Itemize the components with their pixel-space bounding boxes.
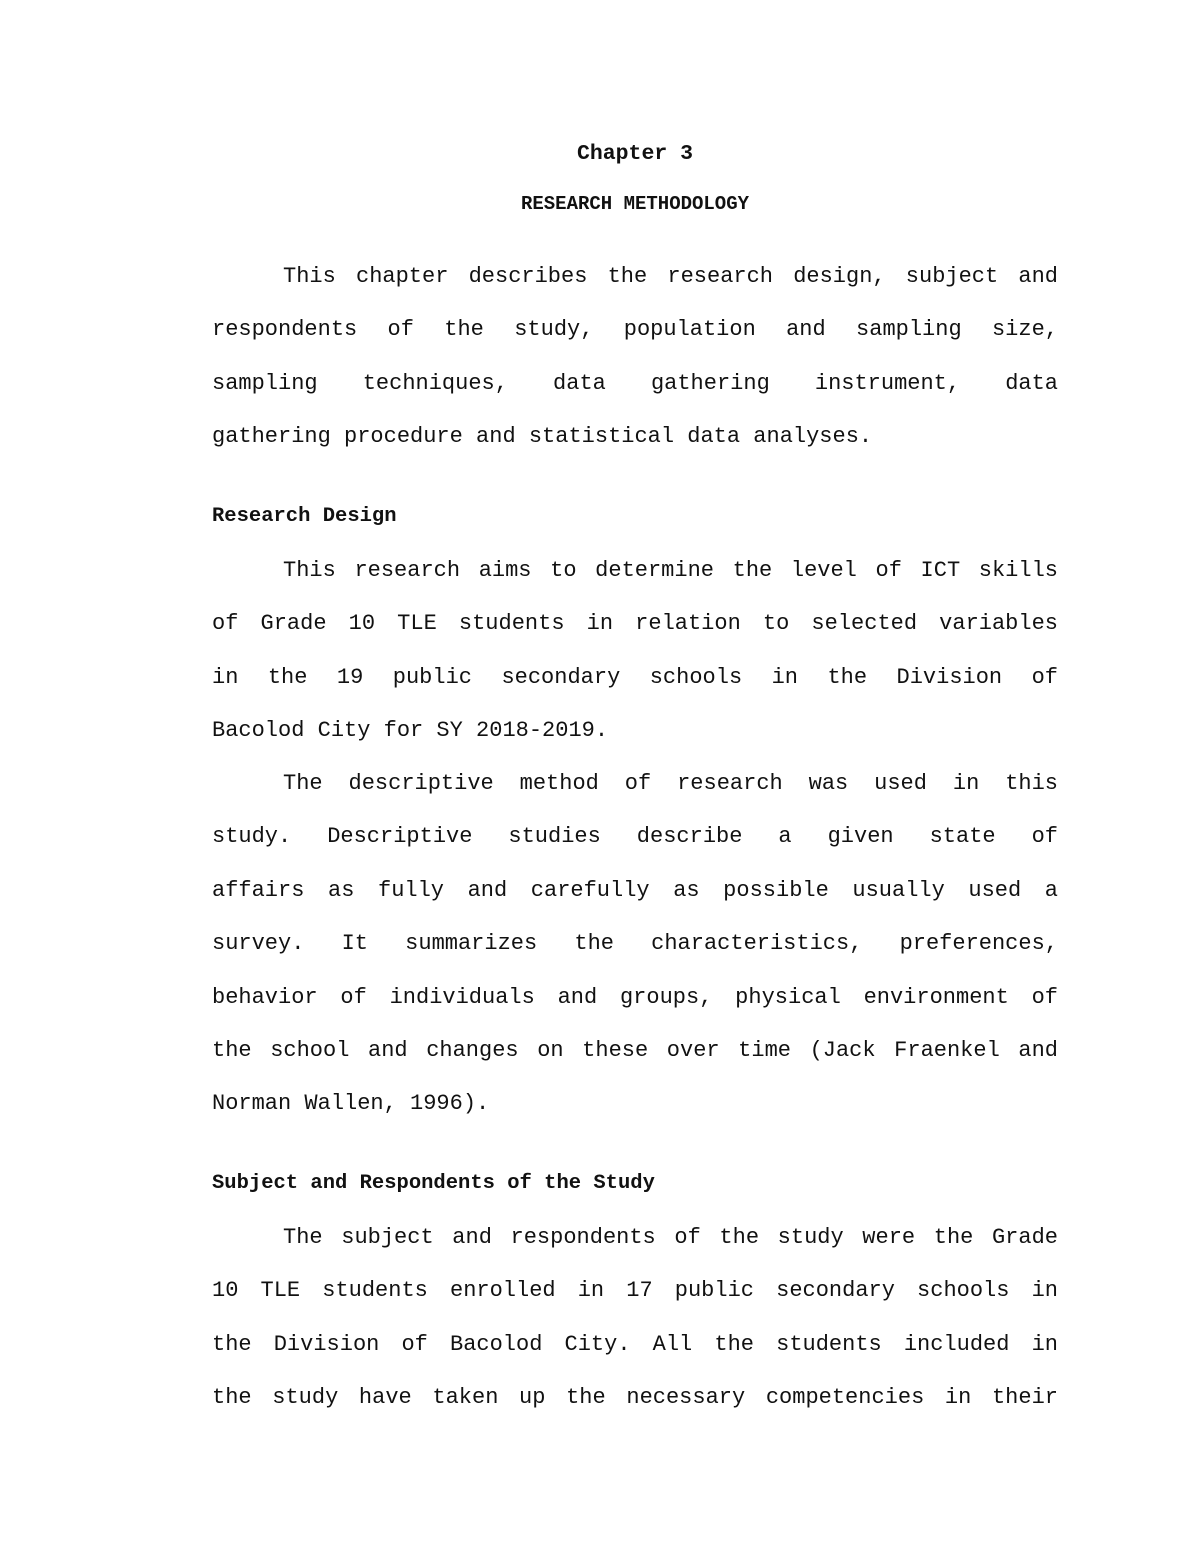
- chapter-title: RESEARCH METHODOLOGY: [520, 193, 750, 215]
- paragraph-line: Bacolod City for SY 2018-2019.: [212, 718, 609, 744]
- paragraph-line: the school and changes on these over time (Jack Fraenkel and: [212, 1038, 1058, 1064]
- paragraph-line: 10 TLE students enrolled in 17 public secondary schools in: [212, 1278, 1058, 1304]
- intro-line: This chapter describes the research design, subject and: [283, 264, 1058, 289]
- paragraph-line: Norman Wallen, 1996).: [212, 1091, 490, 1117]
- paragraph-line: This research aims to determine the level of ICT skills: [283, 558, 1058, 583]
- paragraph-line: of Grade 10 TLE students in relation to selected variables: [212, 611, 1058, 637]
- paragraph-line: The subject and respondents of the study were the Grade: [283, 1225, 1058, 1250]
- paragraph-line: in the 19 public secondary schools in the Division of: [212, 664, 1058, 690]
- research-design-paragraph-1: [212, 544, 1058, 758]
- paragraph-line: the study have taken up the necessary competencies in their: [212, 1385, 1058, 1411]
- paragraph-line: The descriptive method of research was used in this: [283, 771, 1058, 796]
- research-design-paragraph-2: [212, 757, 1058, 1131]
- research-design-heading: Research Design: [212, 505, 397, 528]
- intro-line: gathering procedure and statistical data analyses.: [212, 424, 873, 450]
- intro-line: sampling techniques, data gathering instrument, data: [212, 370, 1058, 396]
- paragraph-line: the Division of Bacolod City. All the students included in: [212, 1331, 1058, 1357]
- subject-respondents-paragraph-1: [212, 1211, 1058, 1425]
- paragraph-line: affairs as fully and carefully as possible usually used a: [212, 877, 1058, 903]
- intro-line: respondents of the study, population and sampling size,: [212, 317, 1058, 343]
- intro-paragraph: [212, 250, 1058, 464]
- paragraph-line: study. Descriptive studies describe a given state of: [212, 824, 1058, 850]
- paragraph-line: behavior of individuals and groups, physical environment of: [212, 984, 1058, 1010]
- chapter-number: Chapter 3: [576, 142, 694, 166]
- paragraph-line: survey. It summarizes the characteristics, preferences,: [212, 931, 1058, 957]
- subject-respondents-heading: Subject and Respondents of the Study: [212, 1172, 655, 1195]
